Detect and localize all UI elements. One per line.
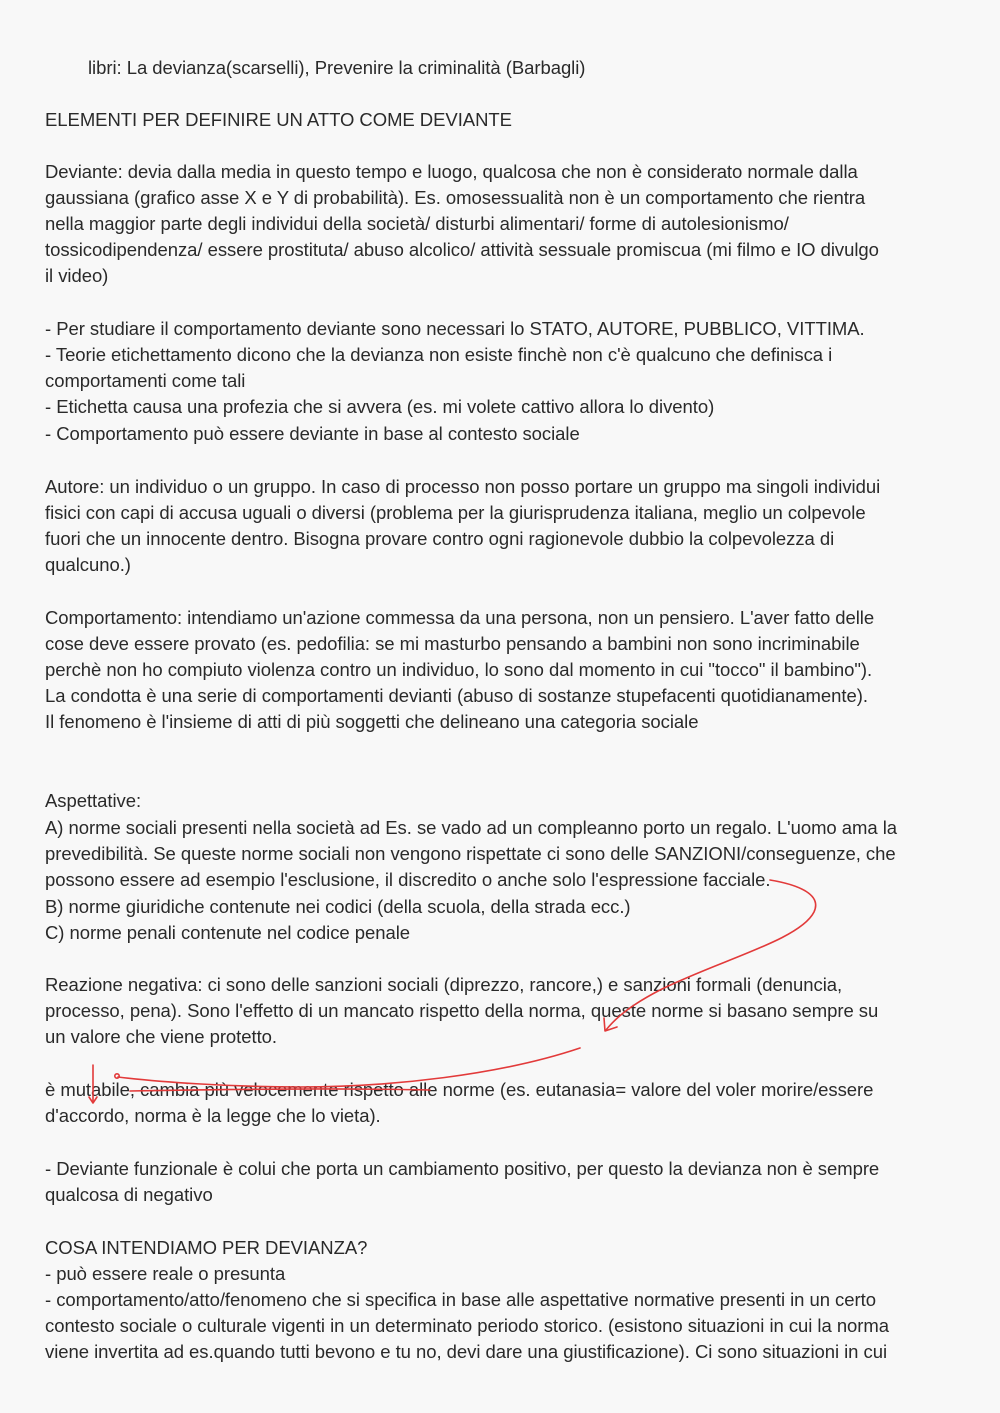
paragraph-line: Autore: un individuo o un gruppo. In caso di processo non posso portare un gruppo ma singoli individui xyxy=(45,476,881,497)
paragraph-line: fuori che un innocente dentro. Bisogna provare contro ogni ragionevole dubbio la colpevolezza di xyxy=(45,528,835,549)
bullet-line: qualcosa di negativo xyxy=(45,1184,213,1205)
bullet-line: - Per studiare il comportamento deviante sono necessari lo STATO, AUTORE, PUBBLICO, VITTIMA. xyxy=(45,318,865,339)
bullet-line: - Deviante funzionale è colui che porta un cambiamento positivo, per questo la devianza non è sempre xyxy=(45,1158,880,1179)
paragraph-line: C) norme penali contenute nel codice penale xyxy=(45,922,411,943)
paragraph-line: gaussiana (grafico asse X e Y di probabilità). Es. omosessualità non è un comportamento che rientra xyxy=(45,187,866,208)
paragraph-line: processo, pena). Sono l'effetto di un mancato rispetto della norma, queste norme si basano sempre su xyxy=(45,1000,879,1021)
paragraph-line: possono essere ad esempio l'esclusione, il discredito o anche solo l'espressione facciale. xyxy=(45,869,771,890)
bullet-line: - comportamento/atto/fenomeno che si specifica in base alle aspettative normative presenti in un certo xyxy=(45,1289,876,1310)
bullet-line: - può essere reale o presunta xyxy=(45,1263,286,1284)
paragraph-line: un valore che viene protetto. xyxy=(45,1026,278,1047)
paragraph-line: La condotta è una serie di comportamenti devianti (abuso di sostanze stupefacenti quotidianamente). xyxy=(45,685,868,706)
paragraph-line: A) norme sociali presenti nella società ad Es. se vado ad un compleanno porto un regalo. L'uomo ama la xyxy=(45,817,897,838)
paragraph-line: Reazione negativa: ci sono delle sanzioni sociali (diprezzo, rancore,) e sanzioni formali (denuncia, xyxy=(45,974,843,995)
paragraph-line: è mutabile, cambia più velocemente rispetto alle norme (es. eutanasia= valore del voler morire/essere xyxy=(45,1079,874,1100)
section-label: Aspettative: xyxy=(45,790,142,811)
paragraph-line: Il fenomeno è l'insieme di atti di più soggetti che delineano una categoria sociale xyxy=(45,711,699,732)
bullet-line: comportamenti come tali xyxy=(45,370,246,391)
books-line: libri: La devianza(scarselli), Prevenire la criminalità (Barbagli) xyxy=(88,57,586,78)
bullet-line: - Etichetta causa una profezia che si avvera (es. mi volete cattivo allora lo divento) xyxy=(45,396,715,417)
paragraph-line: nella maggior parte degli individui della società/ disturbi alimentari/ forme di autolesionismo/ xyxy=(45,213,789,234)
paragraph-line: Comportamento: intendiamo un'azione commessa da una persona, non un pensiero. L'aver fatto delle xyxy=(45,607,875,628)
paragraph-line: contesto sociale o culturale vigenti in un determinato periodo storico. (esistono situazioni in cui la norma xyxy=(45,1315,890,1336)
section-heading: COSA INTENDIAMO PER DEVIANZA? xyxy=(45,1237,368,1258)
paragraph-line: tossicodipendenza/ essere prostituta/ abuso alcolico/ attività sessuale promiscua (mi filmo e IO divulgo xyxy=(45,239,879,260)
paragraph-line: cose deve essere provato (es. pedofilia: se mi masturbo pensando a bambini non sono incriminabile xyxy=(45,633,860,654)
paragraph-line: viene invertita ad es.quando tutti bevono e tu no, devi dare una giustificazione). Ci sono situazioni in cui xyxy=(45,1341,888,1362)
bullet-line: - Comportamento può essere deviante in base al contesto sociale xyxy=(45,423,580,444)
paragraph-line: fisici con capi di accusa uguali o diversi (problema per la giurisprudenza italiana, meglio un colpevole xyxy=(45,502,866,523)
paragraph-line: perchè non ho compiuto violenza contro un individuo, lo sono dal momento in cui "tocco" il bambino"). xyxy=(45,659,873,680)
paragraph-line: il video) xyxy=(45,265,109,286)
paragraph-line: prevedibilità. Se queste norme sociali non vengono rispettate ci sono delle SANZIONI/conseguenze, che xyxy=(45,843,896,864)
bullet-line: - Teorie etichettamento dicono che la devianza non esiste finchè non c'è qualcuno che definisca i xyxy=(45,344,833,365)
paragraph-line: d'accordo, norma è la legge che lo vieta). xyxy=(45,1105,381,1126)
paragraph-line: Deviante: devia dalla media in questo tempo e luogo, qualcosa che non è considerato normale dalla xyxy=(45,161,858,182)
paragraph-line: B) norme giuridiche contenute nei codici (della scuola, della strada ecc.) xyxy=(45,896,631,917)
heading-elements: ELEMENTI PER DEFINIRE UN ATTO COME DEVIANTE xyxy=(45,109,512,130)
paragraph-line: qualcuno.) xyxy=(45,554,131,575)
